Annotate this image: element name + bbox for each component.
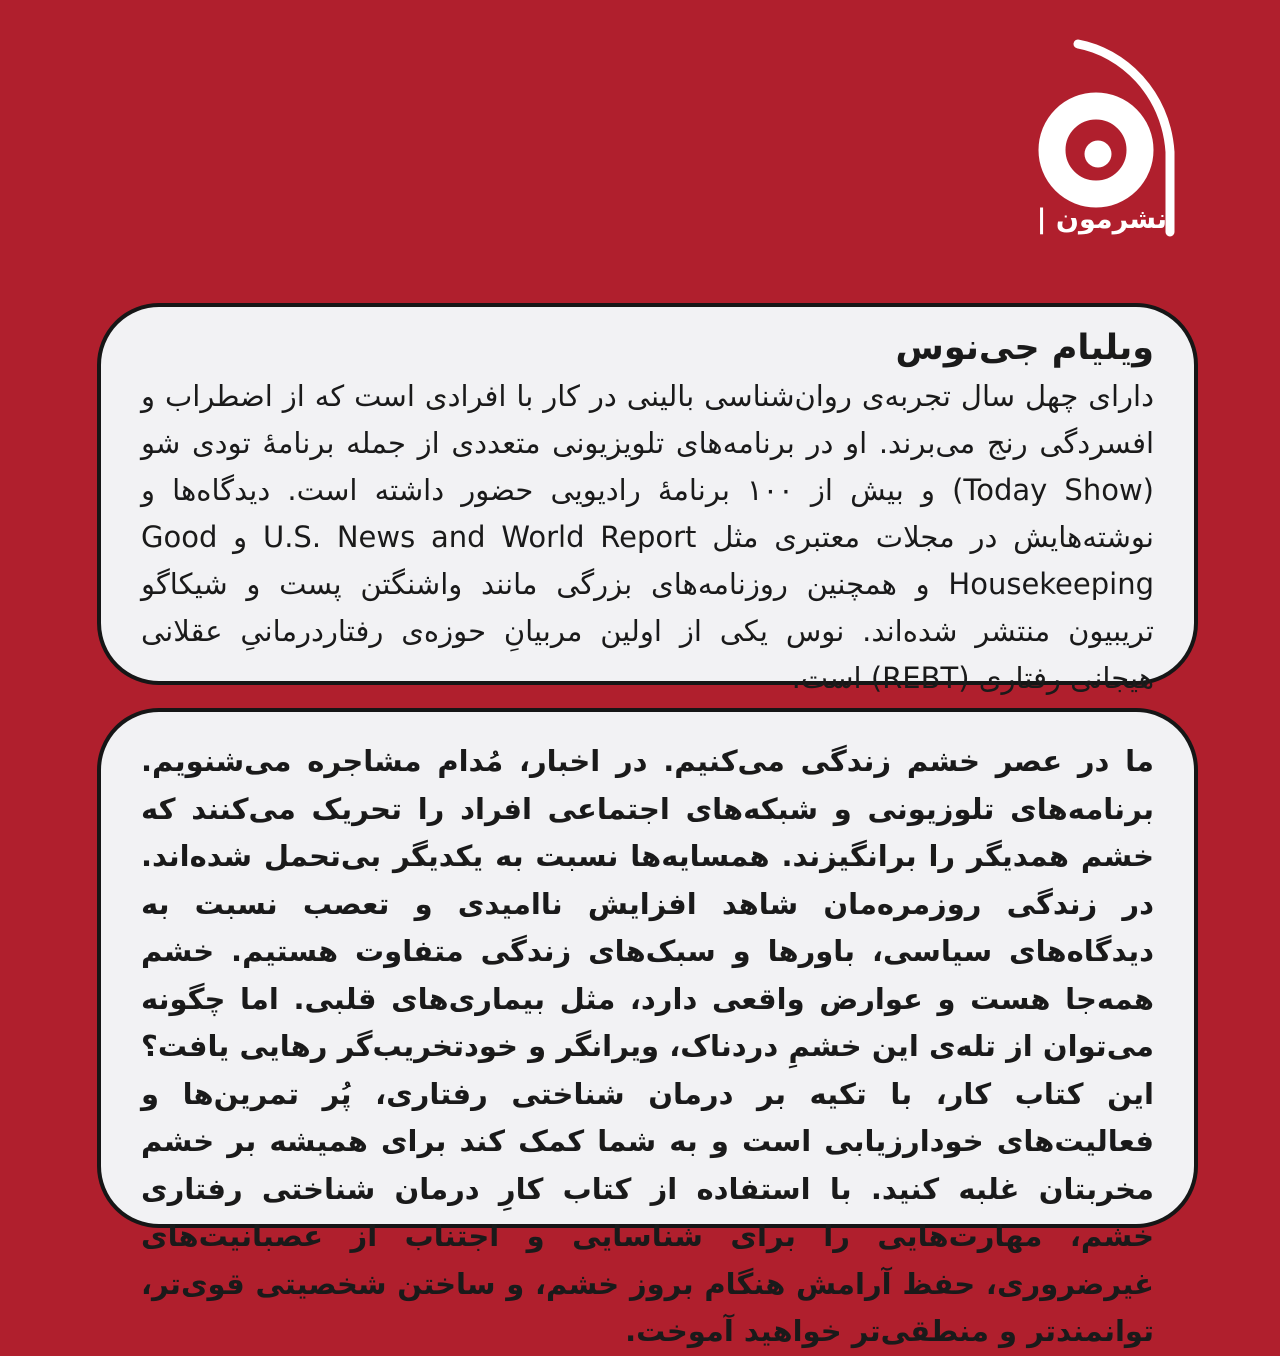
book-description-card bbox=[97, 708, 1198, 1348]
book-description-text: ما در عصر خشم زندگی می‌کنیم. در اخبار، مُدام مشاجره می‌شنویم. برنامه‌های تلوزیونی و شبکه‌های اجتماعی افراد را تحریک می‌کنند که خشم همدیگر را برانگیزند. همسایه‌ها نسبت به یکدیگر بی‌تحمل شده‌اند. در زندگی روزمره‌مان شاهد افزایش ناامیدی و تعصب نسبت به دیدگاه‌های سیاسی، باورها و سبک‌های زندگی متفاوت هستیم. خشم همه‌جا هست و عوارض واقعی دارد، مثل بیماری‌های قلبی. اما چگونه می‌توان از تله‌ی این خشمِ دردناک، ویرانگر و خودتخریب‌گر رهایی یافت؟ این کتاب کار، با تکیه بر درمان شناختی رفتاری، پُر تمرین‌ها و فعالیت‌های خودارزیابی است و به شما کمک کند برای همیشه بر خشم مخربتان غلبه کنید. با استفاده از کتاب کارِ درمان شناختی رفتاری خشم، مهارت‌هایی را برای شناسایی و اجتناب از عصبانیت‌های غیرضروری، حفظ آرامش هنگام بروز خشم، و ساختن شخصیتی قوی‌تر، توانمندتر و منطقی‌تر خواهید آموخت. bbox=[141, 744, 1154, 1348]
author-bio-card bbox=[97, 303, 1198, 695]
publisher-logo-block bbox=[1000, 0, 1280, 260]
logo-center-dot bbox=[1085, 141, 1112, 168]
author-bio-text: دارای چهل سال تجربه‌ی روان‌شناسی بالینی در کار با افرادی است که از اضطراب و افسردگی رنج می‌برند. او در برنامه‌های تلویزیونی متعددی از جمله برنامهٔ تودی شو (Today Show) و بیش از ۱۰۰ برنامهٔ رادیویی حضور داشته است. دیدگاه‌ها و نوشته‌هایش در مجلات معتبری مثل U.S. News and World Report و Good Housekeeping و همچنین روزنامه‌های بزرگی مانند واشنگتن پست و شیکاگو تریبیون منتشر شده‌اند. نوس یکی از اولین مربیانِ حوزه‌ی رفتاردرمانیِ عقلانی هیجانی رفتاری (REBT) است. bbox=[141, 379, 1154, 695]
publisher-name: نشرمون | bbox=[1036, 204, 1167, 235]
author-name-title: ویلیام جی‌نوس bbox=[895, 328, 1154, 368]
